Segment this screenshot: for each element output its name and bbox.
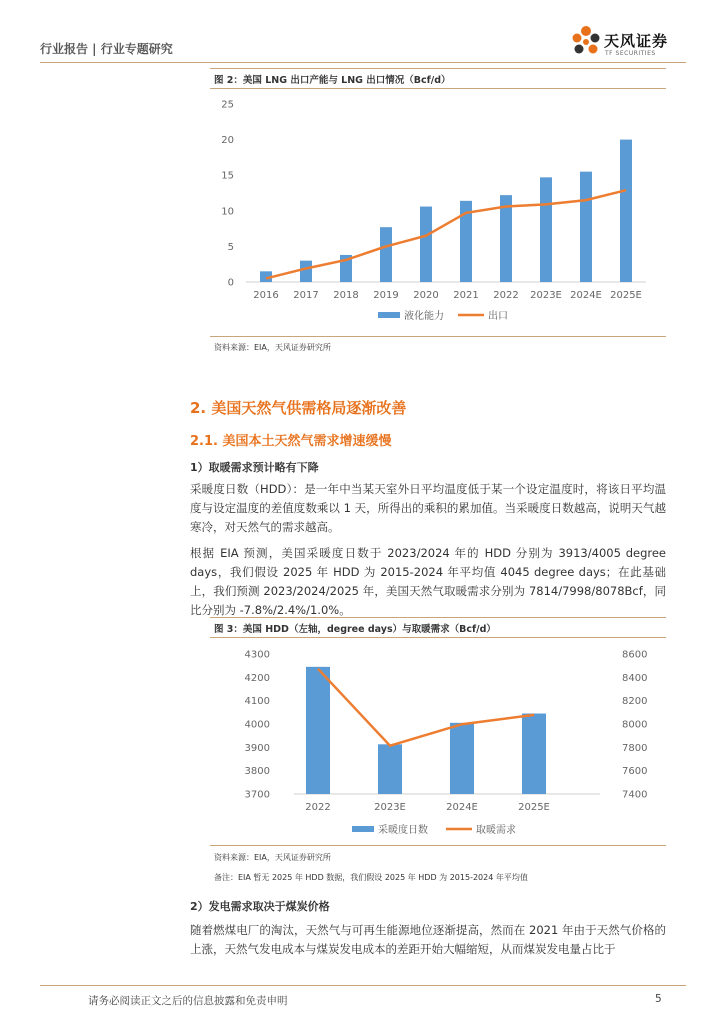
figure3-source: 资料来源：EIA，天风证券研究所 (214, 853, 331, 862)
figure2-title-rule (210, 88, 666, 89)
figure3-bottom-rule (210, 845, 666, 846)
y-tick-label: 10 (221, 206, 234, 218)
bar-capacity (580, 172, 592, 282)
legend-label-demand: 取暖需求 (476, 825, 516, 836)
section-heading: 2. 美国天然气供需格局逐渐改善 (190, 399, 407, 417)
y-right-tick-label: 8400 (622, 672, 648, 684)
line-heating-demand (318, 669, 534, 746)
subtopic-heating: 1）取暖需求预计略有下降 (190, 461, 319, 474)
y-right-tick-label: 7600 (622, 766, 648, 778)
x-tick-label: 2022 (305, 802, 331, 813)
y-right-tick-label: 8600 (622, 649, 648, 661)
y-left-tick-label: 4200 (244, 672, 270, 684)
figure2-bottom-rule (210, 336, 666, 337)
logo-name-en: TF SECURITIES (605, 50, 656, 57)
y-right-tick-label: 8000 (622, 719, 648, 731)
bar-capacity (620, 140, 632, 282)
y-right-tick-label: 7400 (622, 789, 648, 801)
line-exports (266, 190, 626, 278)
x-tick-label: 2024E (446, 802, 478, 813)
x-tick-label: 2025E (610, 290, 642, 301)
figure3-title: 图 3：美国 HDD（左轴，degree days）与取暖需求（Bcf/d） (214, 624, 496, 635)
bar-hdd (522, 714, 546, 795)
bar-capacity (380, 227, 392, 282)
bar-capacity (420, 207, 432, 282)
bar-hdd (378, 744, 402, 794)
y-tick-label: 0 (227, 277, 234, 289)
footer-divider (40, 985, 686, 986)
x-tick-label: 2022 (493, 290, 519, 301)
report-category: 行业报告 | 行业专题研究 (40, 42, 173, 56)
paragraph-power-demand: 随着燃煤电厂的淘汰，天然气与可再生能源地位逐渐提高，然而在 2021 年由于天然气价格的上涨，天然气发电成本与煤炭发电成本的差距开始大幅缩短，从而煤炭发电量占比于 (190, 923, 666, 956)
x-tick-label: 2018 (333, 290, 359, 301)
company-logo-icon (568, 22, 604, 60)
x-tick-label: 2024E (570, 290, 602, 301)
y-tick-label: 5 (227, 241, 234, 253)
legend-label-capacity: 液化能力 (404, 311, 444, 322)
x-tick-label: 2016 (253, 290, 279, 301)
subsection-heading: 2.1. 美国本土天然气需求增速缓慢 (190, 434, 392, 449)
figure3-top-rule (210, 617, 666, 618)
x-tick-label: 2023E (530, 290, 562, 301)
figure2-chart (210, 92, 666, 332)
x-tick-label: 2025E (518, 802, 550, 813)
x-tick-label: 2020 (413, 290, 439, 301)
figure2-source: 资料来源：EIA，天风证券研究所 (214, 343, 331, 352)
figure2-top-rule (210, 68, 666, 69)
x-tick-label: 2017 (293, 290, 319, 301)
figure3-note: 备注：EIA 暂无 2025 年 HDD 数据，我们假设 2025 年 HDD 为 2015-2024 年平均值 (214, 873, 528, 882)
figure3-title-rule (210, 637, 666, 638)
footer-disclaimer: 请务必阅读正文之后的信息披露和免责申明 (88, 995, 288, 1007)
y-left-tick-label: 3900 (244, 742, 270, 754)
paragraph-eia-forecast: 根据 EIA 预测，美国采暖度日数于 2023/2024 年的 HDD 分别为 3913/4005 degree days，我们假设 2025 年 HDD 为 2015-2024 年平均值 4045 degree days；在此基础上，我们预测 2023/2024/2025 年，美国天然气取暖需求分别为 7814/7998/8078Bcf，同比分别为 -7.8%/2.4%/1.0%。 (190, 546, 666, 617)
legend-swatch-capacity (378, 312, 400, 318)
header-divider (40, 62, 686, 63)
bar-hdd (450, 723, 474, 794)
logo-name-cn: 天风证券 (604, 32, 669, 50)
legend-swatch-hdd (352, 826, 374, 832)
legend-label-hdd: 采暖度日数 (378, 825, 428, 836)
subtopic-power: 2）发电需求取决于煤炭价格 (190, 900, 330, 913)
x-tick-label: 2019 (373, 290, 399, 301)
bar-capacity (540, 177, 552, 282)
legend-label-exports: 出口 (488, 311, 508, 322)
paragraph-hdd-definition: 采暖度日数（HDD）：是一年中当某天室外日平均温度低于某一个设定温度时，将该日平均温度与设定温度的差值度数乘以 1 天，所得出的乘积的累加值。当采暖度日数越高，说明天气越寒冷，对天然气的需求越高。 (190, 482, 666, 534)
y-left-tick-label: 4100 (244, 696, 270, 708)
figure2-title: 图 2：美国 LNG 出口产能与 LNG 出口情况（Bcf/d） (214, 75, 451, 86)
y-left-tick-label: 4000 (244, 719, 270, 731)
y-left-tick-label: 3700 (244, 789, 270, 801)
y-left-tick-label: 4300 (244, 649, 270, 661)
y-right-tick-label: 7800 (622, 742, 648, 754)
y-tick-label: 20 (221, 135, 234, 147)
y-tick-label: 25 (221, 99, 234, 111)
y-left-tick-label: 3800 (244, 766, 270, 778)
bar-hdd (306, 667, 330, 794)
bar-capacity (300, 261, 312, 282)
x-tick-label: 2021 (453, 290, 479, 301)
y-tick-label: 15 (221, 170, 234, 182)
y-right-tick-label: 8200 (622, 696, 648, 708)
page-number: 5 (655, 993, 662, 1005)
x-tick-label: 2023E (374, 802, 406, 813)
figure3-chart (210, 640, 666, 840)
